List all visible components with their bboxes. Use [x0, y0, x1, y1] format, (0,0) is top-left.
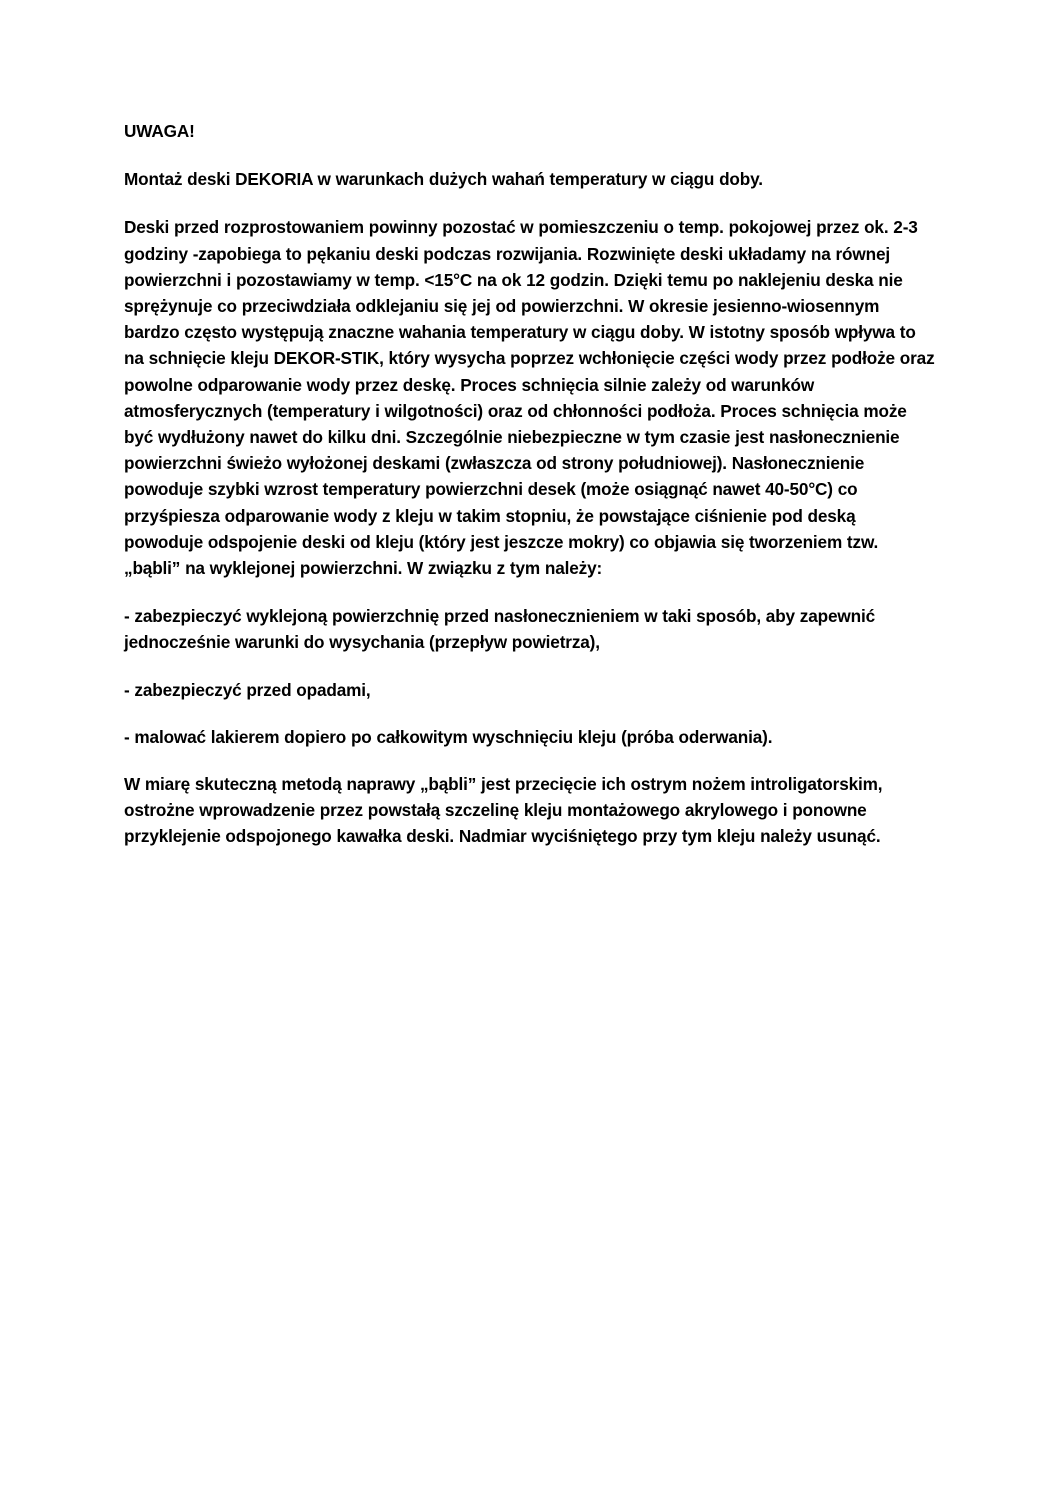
list-item-bullet-1: - zabezpieczyć wyklejoną powierzchnię przed nasłonecznieniem w taki sposób, aby zapewnić jednocześnie warunki do wysychania (przepływ powietrza),	[124, 606, 876, 653]
list-item-bullet-2: - zabezpieczyć przed opadami,	[124, 679, 371, 700]
paragraph-closing: W miarę skuteczną metodą naprawy „bąbli” jest przecięcie ich ostrym nożem introligatorskim, ostrożne wprowadzenie przez powstałą szczelinę kleju montażowego akrylowego i ponowne przyklejenie odspojonego kawałka deski. Nadmiar wyciśniętego przy tym kleju należy usunąć.	[124, 774, 883, 847]
document-heading: UWAGA!	[124, 121, 195, 141]
list-item-bullet-3: - malować lakierem dopiero po całkowitym wyschnięciu kleju (próba oderwania).	[124, 726, 773, 747]
document-body	[124, 118, 936, 850]
document-subheading: Montaż deski DEKORIA w warunkach dużych wahań temperatury w ciągu doby.	[124, 169, 763, 190]
paragraph-main-body: Deski przed rozprostowaniem powinny pozostać w pomieszczeniu o temp. pokojowej przez ok. 2-3 godziny -zapobiega to pękaniu deski podczas rozwijania. Rozwinięte deski układamy na równej powierzchni i pozostawiamy w temp. <15°C na ok 12 godzin. Dzięki temu po naklejeniu deska nie sprężynuje co przeciwdziała odklejaniu się jej od powierzchni. W okresie jesienno-wiosennym bardzo często występują znaczne wahania temperatury w ciągu doby. W istotny sposób wpływa to na schnięcie kleju DEKOR-STIK, który wysycha poprzez wchłonięcie części wody przez podłoże oraz powolne odparowanie wody przez deskę. Proces schnięcia silnie zależy od warunków atmosferycznych (temperatury i wilgotności) oraz od chłonności podłoża. Proces schnięcia może być wydłużony nawet do kilku dni. Szczególnie niebezpieczne w tym czasie jest nasłonecznienie powierzchni świeżo wyłożonej deskami (zwłaszcza od strony południowej). Nasłonecznienie powoduje szybki wzrost temperatury powierzchni desek (może osiągnąć nawet 40-50°C) co przyśpiesza odparowanie wody z kleju w takim stopniu, że powstające ciśnienie pod deską powoduje odspojenie deski od kleju (który jest jeszcze mokry) co objawia się tworzeniem tzw. „bąbli” na wyklejonej powierzchni. W związku z tym należy:	[124, 217, 935, 579]
